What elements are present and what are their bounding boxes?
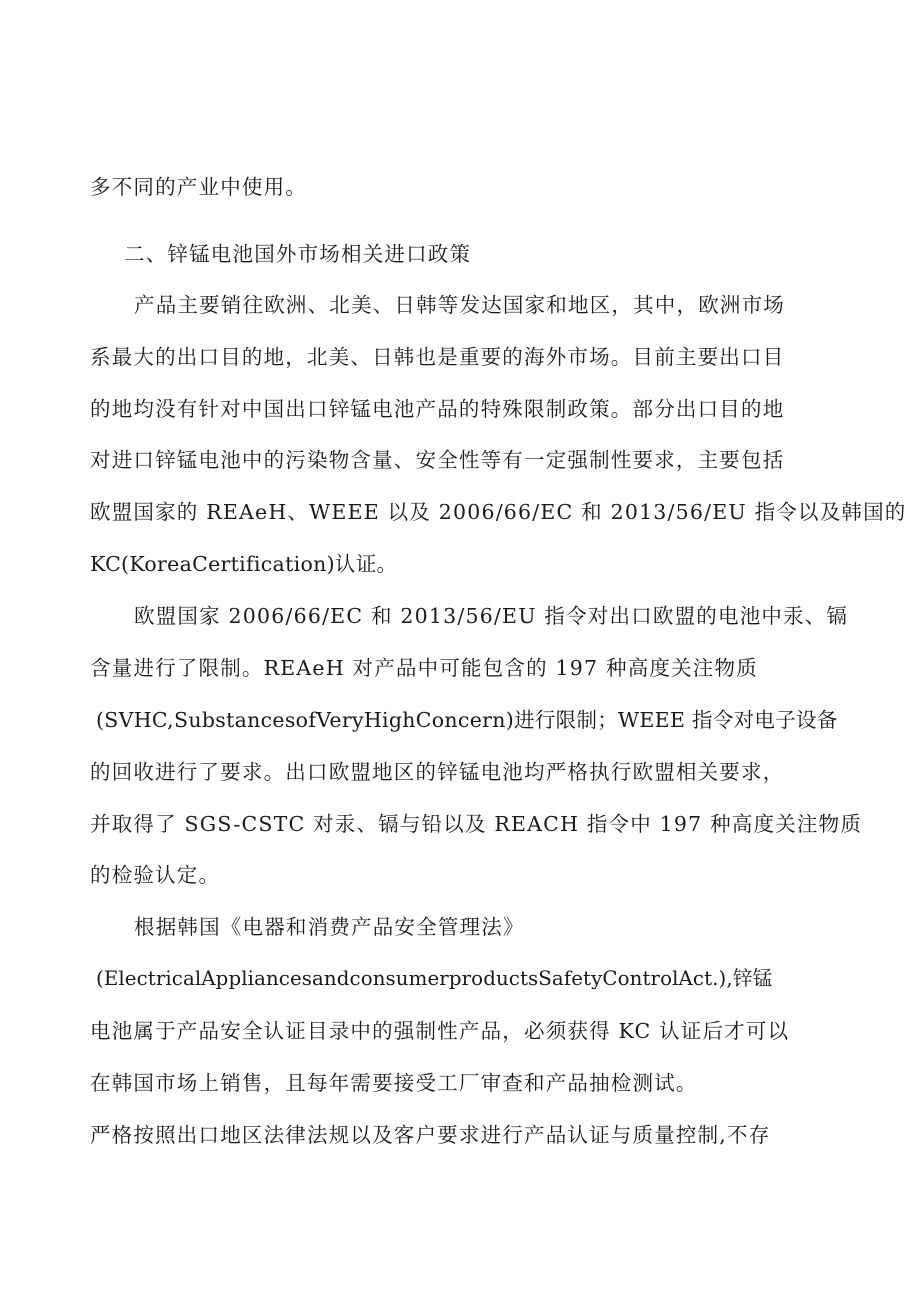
paragraph-line-4: 的地均没有针对中国出口锌锰电池产品的特殊限制政策。部分出口目的地 <box>90 397 785 421</box>
paragraph-line-7: KC(KoreaCertification)认证。 <box>90 552 398 576</box>
paragraph-line-3: 系最大的出口目的地，北美、日韩也是重要的海外市场。目前主要出口目 <box>90 345 785 369</box>
paragraph-line-10: (SVHC,SubstancesofVeryHighConcern)进行限制；WEEE 指令对电子设备 <box>96 708 838 732</box>
paragraph-line-5: 对进口锌锰电池中的污染物含量、安全性等有一定强制性要求，主要包括 <box>90 448 785 472</box>
paragraph-line-8: 欧盟国家 2006/66/EC 和 2013/56/EU 指令对出口欧盟的电池中汞、镉 <box>134 604 849 628</box>
paragraph-line-12: 并取得了 SGS-CSTC 对汞、镉与铅以及 REACH 指令中 197 种高度关注物质 <box>90 812 863 836</box>
paragraph-line-18: 严格按照出口地区法律法规以及客户要求进行产品认证与质量控制,不存 <box>90 1123 771 1147</box>
paragraph-line-16: 电池属于产品安全认证目录中的强制性产品，必须获得 KC 认证后才可以 <box>90 1019 790 1043</box>
paragraph-line-6: 欧盟国家的 REAeH、WEEE 以及 2006/66/EC 和 2013/56/EU 指令以及韩国的 <box>90 500 907 524</box>
paragraph-line-13: 的检验认定。 <box>90 863 221 887</box>
paragraph-line-15: (ElectricalAppliancesandconsumerproductsSafetyControlAct.),锌锰 <box>96 967 773 990</box>
paragraph-line-1: 多不同的产业中使用。 <box>90 175 307 199</box>
paragraph-line-11: 的回收进行了要求。出口欧盟地区的锌锰电池均严格执行欧盟相关要求， <box>90 760 785 784</box>
paragraph-line-17: 在韩国市场上销售，且每年需要接受工厂审查和产品抽检测试。 <box>90 1071 698 1095</box>
paragraph-line-2: 产品主要销往欧洲、北美、日韩等发达国家和地区，其中，欧洲市场 <box>134 293 785 317</box>
section-heading: 二、锌锰电池国外市场相关进口政策 <box>124 242 472 266</box>
paragraph-line-9: 含量进行了限制。REAeH 对产品中可能包含的 197 种高度关注物质 <box>90 656 758 680</box>
paragraph-line-14: 根据韩国《电器和消费产品安全管理法》 <box>134 915 525 939</box>
